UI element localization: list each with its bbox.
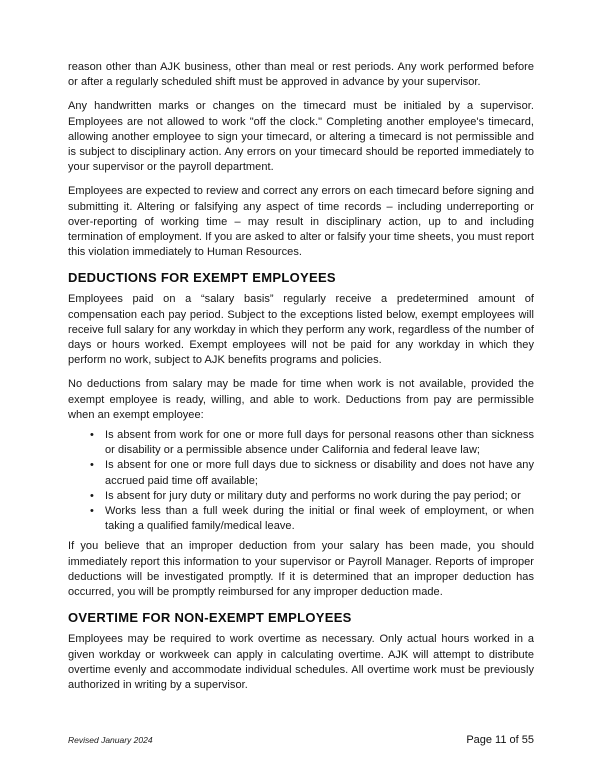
paragraph-overtime-policy: Employees may be required to work overtime as necessary. Only actual hours worked in a given workday or workweek can apply in calculating overtime. AJK will attempt to distribute overtime evenly and accommodate individual schedules. All overtime work must be previously authorized in writing by a supervisor. [68, 633, 534, 691]
page-content [68, 60, 534, 702]
section-heading-overtime-nonexempt: OVERTIME FOR NON-EXEMPT EMPLOYEES [68, 610, 352, 626]
deduction-conditions-list [68, 428, 534, 534]
paragraph-review-correct-errors: Employees are expected to review and correct any errors on each timecard before signing and submitting it. Altering or falsifying any aspect of time records – including underreporting or over-reporting of working time – may result in disciplinary action, up to and including termination of employment. If you are asked to alter or falsify your time sheets, you must report this violation immediately to Human Resources. [68, 185, 534, 259]
section-heading-deductions-exempt: DEDUCTIONS FOR EXEMPT EMPLOYEES [68, 270, 336, 286]
list-item-partial-week: • Works less than a full week during the initial or final week of employment, or when taking a qualified family/medical leave. [105, 504, 534, 534]
list-item-jury-military-duty: • Is absent for jury duty or military duty and performs no work during the pay period; or [105, 489, 534, 504]
list-item-personal-absence: • Is absent from work for one or more full days for personal reasons other than sickness or disability or a permissible absence under California and federal leave law; [105, 428, 534, 458]
paragraph-salary-basis: Employees paid on a “salary basis” regularly receive a predetermined amount of compensation each pay period. Subject to the exceptions listed below, exempt employees will receive full salary for any workday in which they perform any work, regardless of the number of days or hours worked. Exempt employees will not be paid for any workday in which they perform no work, subject to AJK benefits programs and policies. [68, 293, 534, 367]
page-number: Page 11 of 55 [466, 734, 534, 746]
revision-note: Revised January 2024 [68, 735, 153, 745]
list-item-sickness-absence: • Is absent for one or more full days due to sickness or disability and does not have any accrued paid time off available; [105, 458, 534, 488]
paragraph-handwritten-marks: Any handwritten marks or changes on the timecard must be initialed by a supervisor. Employees are not allowed to work "off the clock." Completing another employee's timecard, allowing another employee to sign your timecard, or altering a timecard is not permissible and is subject to disciplinary action. Any errors on your timecard should be reported immediately to your supervisor or the payroll department. [68, 100, 534, 174]
page-footer [68, 734, 534, 746]
paragraph-no-deductions: No deductions from salary may be made for time when work is not available, provided the exempt employee is ready, willing, and able to work. Deductions from pay are permissible when an exempt employee: [68, 378, 534, 421]
paragraph-timekeeping-continuation: reason other than AJK business, other than meal or rest periods. Any work performed before or after a regularly scheduled shift must be approved in advance by your supervisor. [68, 61, 534, 89]
paragraph-improper-deduction: If you believe that an improper deduction from your salary has been made, you should immediately report this information to your supervisor or Payroll Manager. Reports of improper deductions will be investigated promptly. If it is determined that an improper deduction has occurred, you will be promptly reimbursed for any improper deduction made. [68, 540, 534, 599]
